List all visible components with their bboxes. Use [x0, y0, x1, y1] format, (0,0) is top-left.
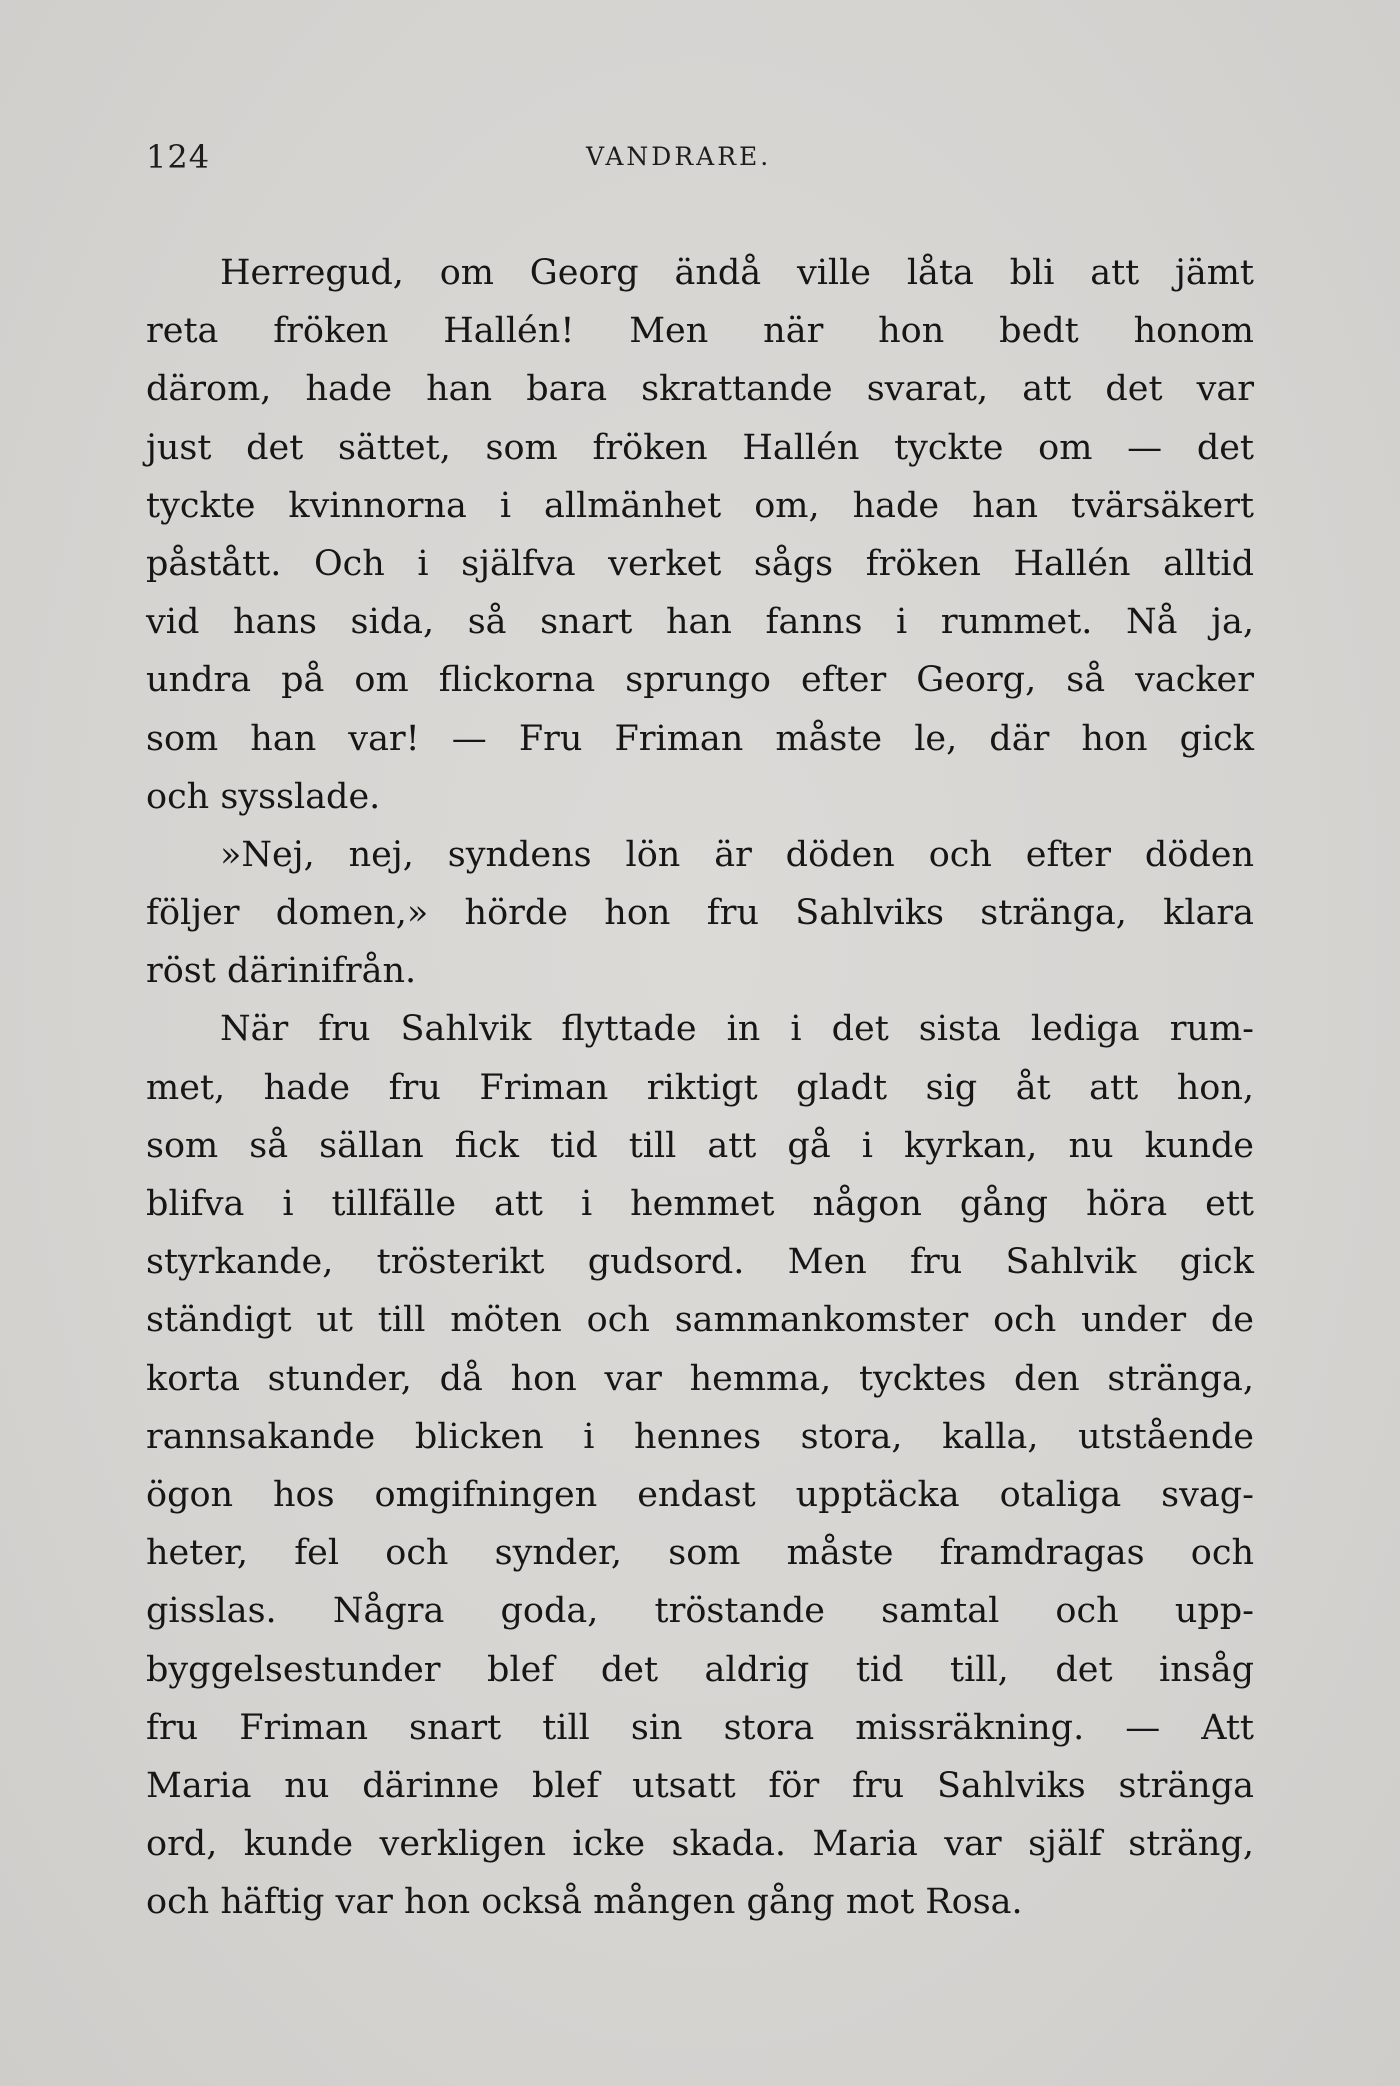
text-line: tyckte kvinnorna i allmänhet om, hade han tvärsäkert — [146, 485, 1254, 526]
text-line: ständigt ut till möten och sammankomster och under de — [146, 1300, 1254, 1341]
text-line: som så sällan fick tid till att gå i kyrkan, nu kunde — [146, 1125, 1254, 1166]
text-line: undra på om flickorna sprungo efter Georg, så vacker — [146, 660, 1254, 701]
text-line: met, hade fru Friman riktigt gladt sig åt att hon, — [146, 1067, 1254, 1108]
text-line: »Nej, nej, syndens lön är döden och efter döden — [220, 834, 1254, 875]
text-line: som han var! — Fru Friman måste le, där hon gick — [146, 718, 1254, 759]
text-line: blifva i tillfälle att i hemmet någon gång höra ett — [146, 1184, 1254, 1224]
body-text — [146, 244, 1254, 1931]
text-line: styrkande, trösterikt gudsord. Men fru Sahlvik gick — [146, 1242, 1254, 1283]
text-line: När fru Sahlvik flyttade in i det sista lediga rum- — [220, 1009, 1254, 1050]
text-line: rannsakande blicken i hennes stora, kalla, utstående — [146, 1416, 1254, 1457]
text-line: röst därinifrån. — [146, 951, 417, 992]
running-head — [146, 138, 1254, 178]
text-line: ögon hos omgifningen endast upptäcka otaliga svag- — [146, 1474, 1254, 1515]
text-line: följer domen,» hörde hon fru Sahlviks stränga, klara — [146, 893, 1254, 934]
text-line: korta stunder, då hon var hemma, tycktes den stränga, — [146, 1358, 1254, 1399]
text-line: gisslas. Några goda, tröstande samtal och upp- — [146, 1591, 1254, 1632]
text-line: Herregud, om Georg ändå ville låta bli att jämt — [220, 253, 1254, 293]
text-line: fru Friman snart till sin stora missräkning. — Att — [146, 1707, 1254, 1748]
text-line: ord, kunde verkligen icke skada. Maria var själf sträng, — [146, 1824, 1254, 1865]
text-line: reta fröken Hallén! Men när hon bedt honom — [146, 311, 1254, 352]
text-line: heter, fel och synder, som måste framdragas och — [146, 1533, 1254, 1574]
page-number: 124 — [146, 138, 211, 176]
text-line: och sysslade. — [146, 776, 381, 817]
text-line: vid hans sida, så snart han fanns i rummet. Nå ja, — [146, 602, 1254, 643]
text-line: därom, hade han bara skrattande svarat, att det var — [146, 369, 1254, 410]
running-title: VANDRARE. — [586, 142, 772, 171]
text-line: påstått. Och i själfva verket sågs fröken Hallén alltid — [146, 543, 1254, 584]
text-line: byggelsestunder blef det aldrig tid till, det insåg — [146, 1649, 1254, 1690]
text-line: just det sättet, som fröken Hallén tyckte om — det — [146, 427, 1254, 468]
text-line: och häftig var hon också mången gång mot Rosa. — [146, 1882, 1023, 1923]
text-line: Maria nu därinne blef utsatt för fru Sahlviks stränga — [146, 1765, 1254, 1806]
